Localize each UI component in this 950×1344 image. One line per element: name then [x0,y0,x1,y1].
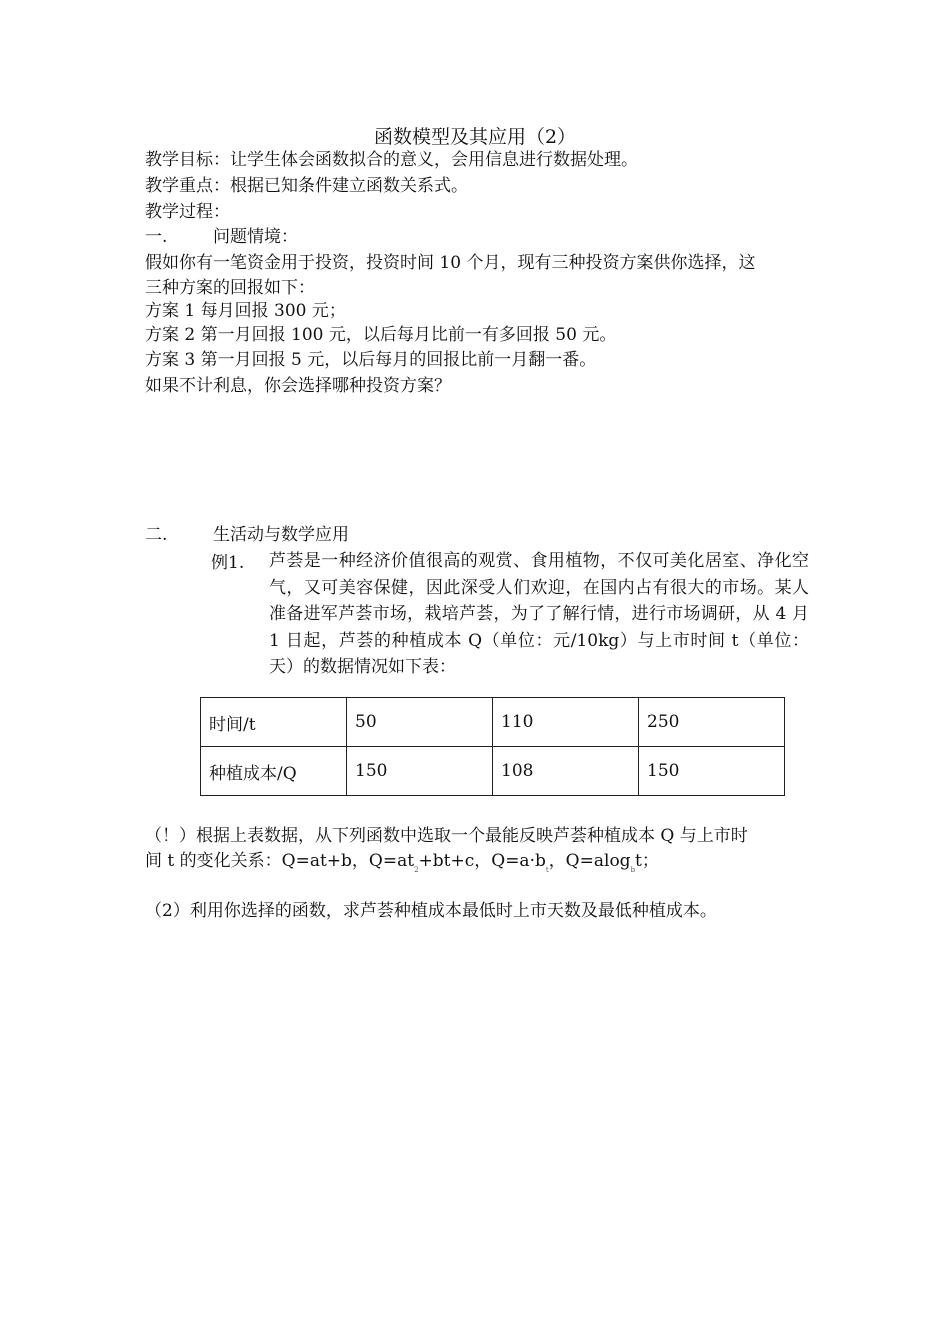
formula-text: ，Q=alog [548,851,631,871]
table-cell: 150 [347,747,493,796]
plan-2: 方案 2 第一月回报 100 元，以后每月比前一有多回报 50 元。 [145,325,617,345]
problem-question: 如果不计利息，你会选择哪种投资方案？ [145,376,451,396]
formula-text: 间 t 的变化关系：Q=at+b，Q=at [145,851,415,871]
data-table [200,697,785,796]
formula-subscript: 2 [414,866,419,874]
section-1-number: 一. [145,227,168,247]
table-cell: 50 [347,698,493,747]
table-cell: 种植成本/Q [201,747,347,796]
table-cell: 108 [493,747,639,796]
example-label: 例1. [211,553,245,573]
section-2-title: 生活动与数学应用 [213,525,349,545]
teaching-goal: 教学目标：让学生体会函数拟合的意义，会用信息进行数据处理。 [145,150,638,170]
table-row [201,747,785,796]
problem-line-1: 假如你有一笔资金用于投资，投资时间 10 个月，现有三种投资方案供你选择，这 [145,253,756,273]
page-title: 函数模型及其应用（2） [373,126,577,148]
table-cell: 110 [493,698,639,747]
section-2-number: 二. [145,525,168,545]
question-2: （2）利用你选择的函数，求芦荟种植成本最低时上市天数及最低种植成本。 [145,901,717,921]
table-cell: 150 [639,747,785,796]
formula-subscript: b [630,866,636,874]
table-cell: 250 [639,698,785,747]
formula-text: t； [635,851,659,871]
question-1-line-2 [145,849,659,882]
plan-3: 方案 3 第一月回报 5 元，以后每月的回报比前一月翻一番。 [145,350,597,370]
teaching-focus: 教学重点：根据已知条件建立函数关系式。 [145,176,468,196]
plan-1: 方案 1 每月回报 300 元； [145,301,346,321]
formula-subscript: t [545,866,549,874]
formula-text: +bt+c，Q=a·b [418,851,546,871]
section-2-heading [145,523,349,547]
section-1-title: 问题情境： [213,227,298,247]
table-row [201,698,785,747]
problem-line-2: 三种方案的回报如下： [145,278,315,298]
section-1-heading [145,225,298,249]
teaching-process: 教学过程： [145,202,230,222]
table-cell: 时间/t [201,698,347,747]
example-text: 芦荟是一种经济价值很高的观赏、食用植物，不仅可美化居室、净化空气，又可美容保健，因此深受人们欢迎，在国内占有很大的市场。某人准备进军芦荟市场，栽培芦荟，为了了解行情，进行市场调研，从 4 月 1 日起，芦荟的种植成本 Q（单位：元/10kg）与上市时间 t（单位：天）的数据情况如下表： [269,551,809,677]
question-1-line-1: （！）根据上表数据，从下列函数中选取一个最能反映芦荟种植成本 Q 与上市时 [145,826,748,846]
